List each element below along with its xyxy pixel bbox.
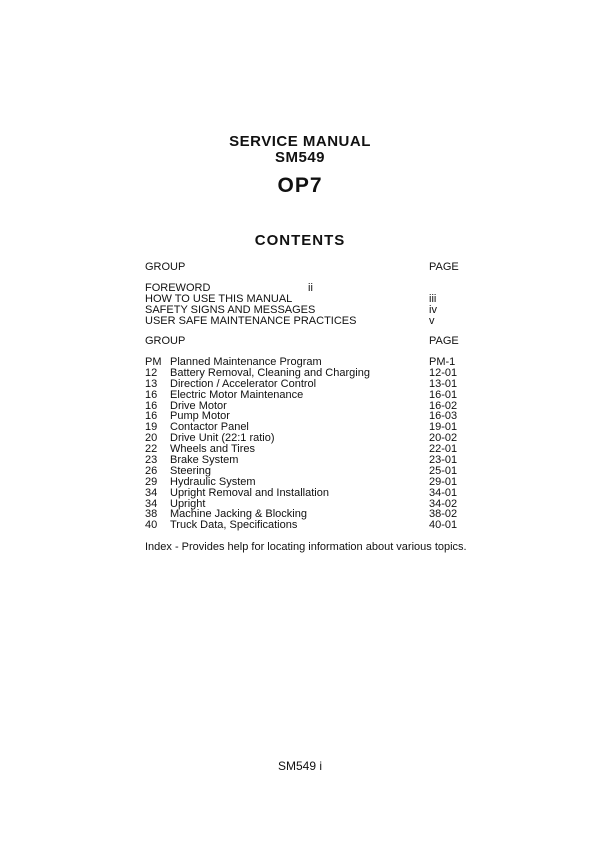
- toc-group-number: 13: [145, 377, 158, 390]
- model-name: OP7: [277, 174, 323, 197]
- manual-title: SERVICE MANUAL: [229, 133, 371, 150]
- front-matter-page: iv: [429, 303, 437, 316]
- toc-page-number: PM-1: [429, 356, 456, 368]
- toc-page-number: 29-01: [429, 475, 458, 488]
- toc-section-title: Upright Removal and Installation: [170, 486, 329, 499]
- toc-page-number: 16-02: [429, 399, 458, 412]
- toc-group-number: PM: [145, 356, 162, 368]
- manual-number: SM549: [274, 149, 326, 166]
- toc-section-title: Brake System: [170, 454, 239, 467]
- toc-page-number: 20-02: [429, 432, 458, 445]
- toc-group-number: 16: [145, 399, 158, 412]
- toc-page-number: 16-03: [429, 410, 458, 423]
- column-headers-sections: [145, 336, 461, 347]
- front-matter-list: [145, 283, 461, 327]
- toc-group-number: 12: [145, 366, 158, 379]
- toc-row[interactable]: [145, 390, 461, 401]
- toc-section-title: Electric Motor Maintenance: [170, 388, 304, 401]
- page-column-header: PAGE: [429, 335, 459, 347]
- toc-section-title: Direction / Accelerator Control: [170, 377, 317, 390]
- toc-section-title: Wheels and Tires: [170, 443, 255, 456]
- toc-group-number: 22: [145, 443, 158, 456]
- toc-section-title: Hydraulic System: [170, 475, 256, 488]
- toc-group-number: 40: [145, 519, 158, 532]
- toc-group-number: 34: [145, 486, 158, 499]
- toc-group-number: 29: [145, 475, 158, 488]
- toc-section-title: Planned Maintenance Program: [170, 356, 322, 368]
- toc-section-title: Contactor Panel: [170, 421, 249, 434]
- toc-group-number: 19: [145, 421, 158, 434]
- toc-group-number: 16: [145, 410, 158, 423]
- toc-page-number: 40-01: [429, 519, 458, 532]
- contents-heading: CONTENTS: [254, 232, 346, 249]
- toc-group-number: 34: [145, 497, 158, 510]
- toc-section-title: Drive Unit (22:1 ratio): [170, 432, 275, 445]
- toc-row[interactable]: [145, 488, 461, 499]
- group-column-header: GROUP: [145, 335, 186, 347]
- front-matter-page: v: [429, 314, 435, 327]
- group-column-header: GROUP: [145, 261, 186, 273]
- front-matter-title: FOREWORD: [145, 282, 211, 294]
- toc-section-title: Machine Jacking & Blocking: [170, 508, 307, 521]
- toc-section-title: Battery Removal, Cleaning and Charging: [170, 366, 370, 379]
- toc-section-title: Truck Data, Specifications: [170, 519, 298, 532]
- toc-section-title: Steering: [170, 464, 211, 477]
- toc-page-number: 13-01: [429, 377, 458, 390]
- toc-section-title: Drive Motor: [170, 399, 227, 412]
- page-footer: SM549 i: [277, 759, 323, 773]
- toc-page-number: 23-01: [429, 454, 458, 467]
- front-matter-title: SAFETY SIGNS AND MESSAGES: [145, 303, 316, 316]
- toc-page-number: 19-01: [429, 421, 458, 434]
- front-matter-page: ii: [308, 282, 313, 294]
- page-column-header: PAGE: [429, 261, 459, 273]
- toc-page-number: 34-02: [429, 497, 458, 510]
- toc-group-number: 38: [145, 508, 158, 521]
- toc-section-title: Pump Motor: [170, 410, 230, 423]
- toc-page-number: 25-01: [429, 464, 458, 477]
- front-matter-title: HOW TO USE THIS MANUAL: [145, 292, 293, 305]
- toc-page-number: 34-01: [429, 486, 458, 499]
- front-matter-page: iii: [429, 292, 437, 305]
- toc-page-number: 22-01: [429, 443, 458, 456]
- toc-page-number: 16-01: [429, 388, 458, 401]
- front-matter-item[interactable]: [145, 316, 461, 327]
- toc-group-number: 26: [145, 464, 158, 477]
- toc-section-title: Upright: [170, 497, 206, 510]
- index-note: Index - Provides help for locating information about various topics.: [145, 541, 467, 553]
- toc-group-number: 16: [145, 388, 158, 401]
- toc-row[interactable]: [145, 520, 461, 531]
- sections-list: [145, 357, 461, 531]
- front-matter-title: USER SAFE MAINTENANCE PRACTICES: [145, 314, 357, 327]
- toc-group-number: 23: [145, 454, 158, 467]
- column-headers-front: [145, 262, 461, 273]
- toc-group-number: 20: [145, 432, 158, 445]
- toc-page-number: 38-02: [429, 508, 458, 521]
- toc-page-number: 12-01: [429, 366, 458, 379]
